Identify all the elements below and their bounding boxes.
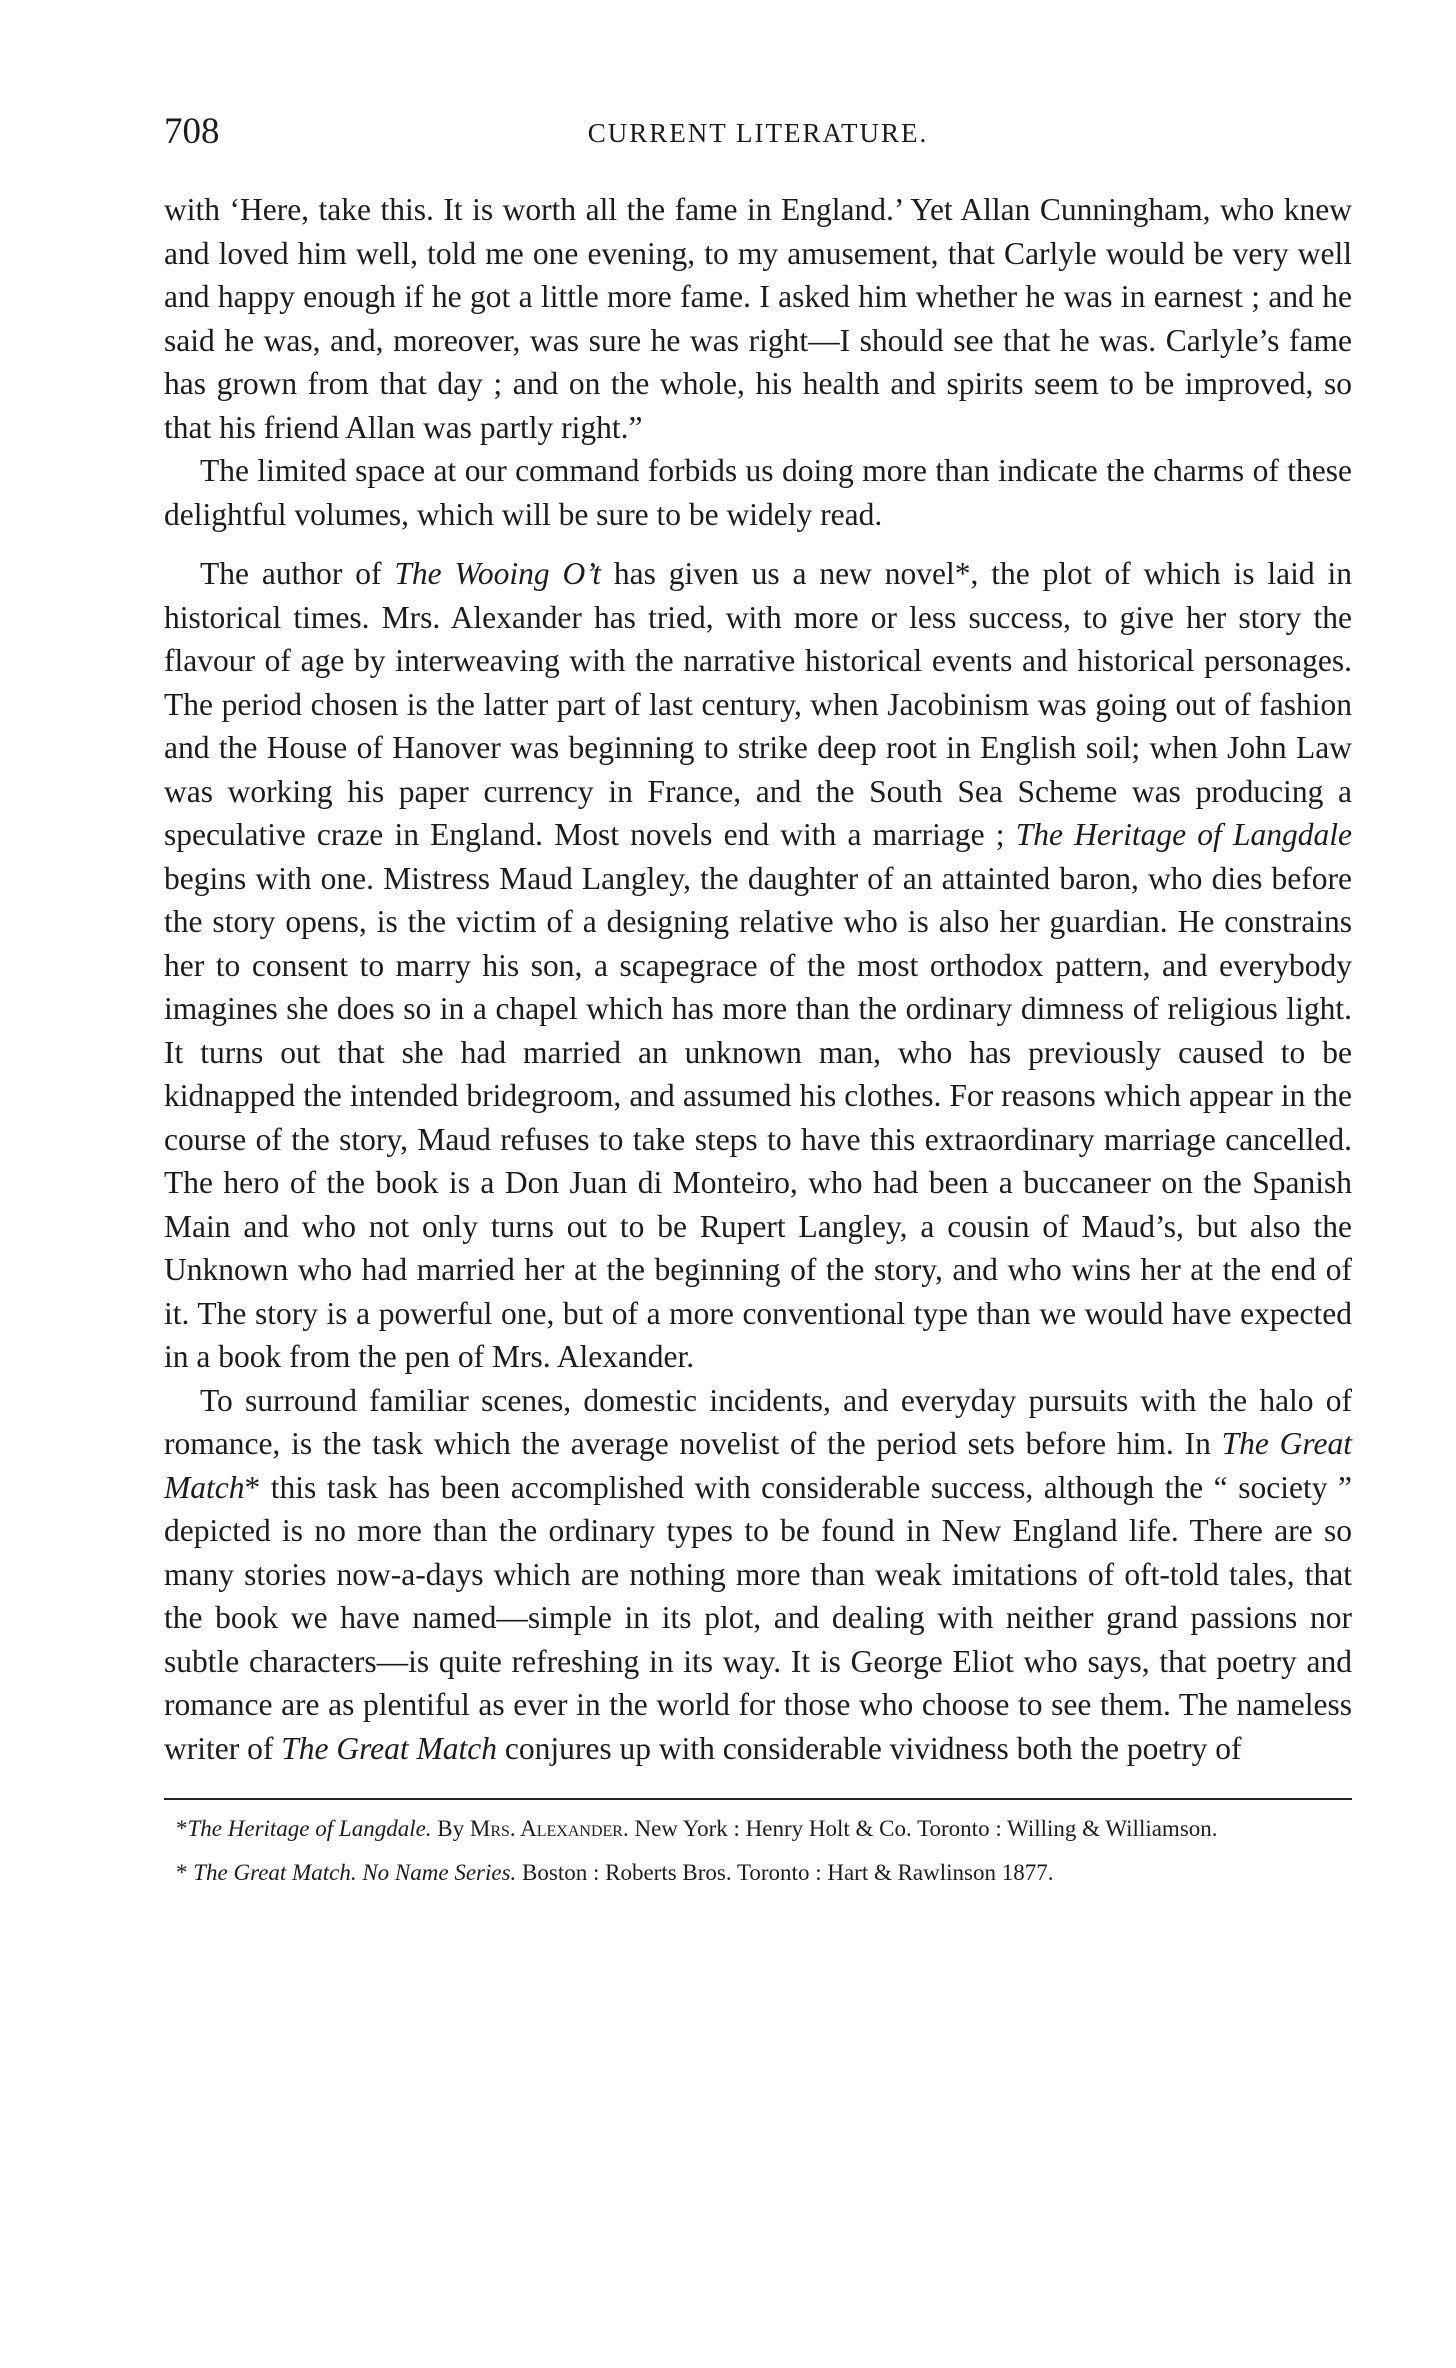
- text-run: * this task has been accomplished with considerable success, although the “ society ” depicted is no more than the ordinary types to be found in New England life. There are so many stories now-a-days which are nothing more than weak imitations of oft-told tales, that the book we have named—simple in its plot, and dealing with neither grand passions nor subtle characters—is quite refreshing in its way. It is George Eliot who says, that poetry and romance are as plentiful as ever in the world for those who choose to see them. The nameless writer of: [164, 1469, 1352, 1766]
- paragraph-heritage-review: [164, 552, 1352, 1379]
- body-text: [164, 188, 1352, 1770]
- paragraph-great-match-review: [164, 1379, 1352, 1771]
- footnote-title: The Great Match.: [193, 1860, 357, 1885]
- book-title-heritage: The Heritage of Langdale: [1015, 817, 1352, 852]
- book-title-wooing: The Wooing O’t: [394, 556, 601, 591]
- footnote-divider: [164, 1798, 1352, 1800]
- paragraph-carlyle-quote: with ‘Here, take this. It is worth all the fame in England.’ Yet Allan Cunningham, who knew and loved him well, told me one evening, to my amusement, that Carlyle would be very well and happy enough if he got a little more fame. I asked him whether he was in earnest ; and he said he was, and, moreover, was sure he was right—I should see that he was. Carlyle’s fame has grown from that day ; and on the whole, his health and spirits seem to be improved, so that his friend Allan was partly right.”: [164, 192, 1352, 445]
- footnote-publisher: Boston : Roberts Bros. Toronto : Hart & Rawlinson 1877.: [516, 1860, 1054, 1885]
- book-title-great-match: The Great Match: [164, 1426, 1352, 1505]
- footnotes: [164, 1814, 1352, 1888]
- document-page: [164, 110, 1352, 1902]
- paragraph-closing-remark: The limited space at our command forbids us doing more than indicate the charms of these delightful volumes, which will be sure to be widely read.: [164, 453, 1352, 532]
- page-header: [164, 110, 1352, 170]
- footnote-heritage: [164, 1814, 1352, 1844]
- running-title: CURRENT LITERATURE.: [587, 118, 929, 148]
- page-number: 708: [164, 111, 220, 152]
- text-run: The author of: [200, 556, 395, 591]
- footnote-series: No Name Series.: [356, 1860, 517, 1885]
- text-run: has given us a new novel*, the plot of which is laid in historical times. Mrs. Alexander has tried, with more or less success, to give her story the flavour of age by interweaving with the narrative historical events and historical personages. The period chosen is the latter part of last century, when Jacobinism was going out of fashion and the House of Hanover was beginning to strike deep root in English soil; when John Law was working his paper currency in France, and the South Sea Scheme was producing a speculative craze in England. Most novels end with a marriage ;: [164, 556, 1352, 852]
- book-title-great-match: The Great Match: [281, 1730, 497, 1766]
- footnote-great-match: [164, 1858, 1352, 1888]
- footnote-marker: *: [176, 1860, 194, 1885]
- text-run: begins with one. Mistress Maud Langley, the daughter of an attainted baron, who dies before the story opens, is the victim of a designing relative who is also her guardian. He constrains her to consent to marry his son, a scapegrace of the most orthodox pattern, and everybody imagines she does so in a chapel which has more than the ordinary dimness of religious light. It turns out that she had married an unknown man, who has previously caused to be kidnapped the intended bridegroom, and assumed his clothes. For reasons which appear in the course of the story, Maud refuses to take steps to have this extraordinary marriage cancelled. The hero of the book is a Don Juan di Monteiro, who had been a buccaneer on the Spanish Main and who not only turns out to be Rupert Langley, a cousin of Maud’s, but also the Unknown who had married her at the beginning of the story, and who wins her at the end of it. The story is a powerful one, but of a more conventional type than we would have expected in a book from the pen of Mrs. Alexander.: [164, 860, 1352, 1374]
- footnote-marker: *: [176, 1816, 188, 1841]
- footnote-author: Mrs. Alexander.: [469, 1816, 629, 1841]
- footnote-title: The Heritage of Langdale.: [187, 1816, 432, 1841]
- text-run: To surround familiar scenes, domestic incidents, and everyday pursuits with the halo of romance, is the task which the average novelist of the period sets before him. In: [164, 1382, 1352, 1461]
- text-run: By: [431, 1816, 470, 1841]
- text-run: conjures up with considerable vividness both the poetry of: [497, 1730, 1242, 1766]
- footnote-publisher: New York : Henry Holt & Co. Toronto : Willing & Williamson.: [628, 1816, 1218, 1841]
